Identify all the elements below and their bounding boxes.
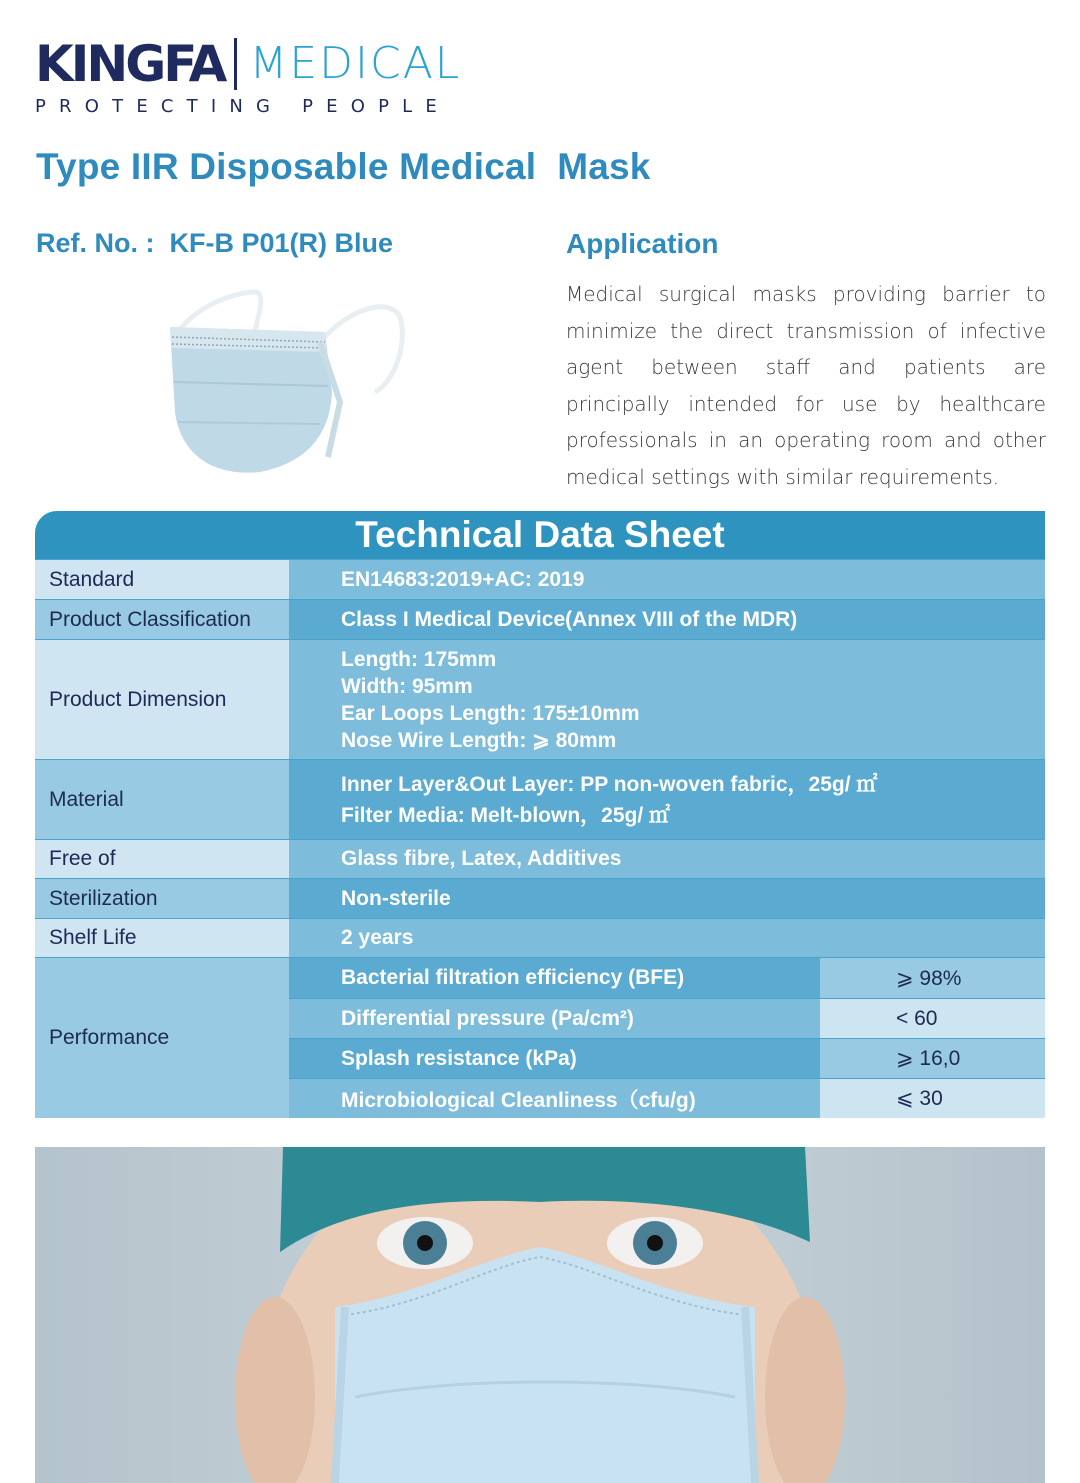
healthcare-worker-photo [35,1147,1045,1483]
row-value: Glass fibre, Latex, Additives [341,847,622,870]
row-label: Sterilization [35,879,289,918]
row-label: Product Dimension [35,640,289,759]
table-row-standard [35,559,1045,599]
row-label: Product Classification [35,600,289,639]
kingfa-medical-logo [35,36,461,117]
row-value-ear-loops: Ear Loops Length: 175±10mm [341,701,640,725]
row-label: Standard [35,560,289,599]
table-title: Technical Data Sheet [35,511,1045,559]
row-value: EN14683:2019+AC: 2019 [341,567,585,591]
performance-metric: Microbiological Cleanliness（cfu/g) [289,1079,820,1118]
row-value: Class I Medical Device(Annex VIII of the MDR) [341,607,798,631]
row-label: Material [35,760,289,839]
logo-kingfa-wordmark: KINGFA [35,35,225,93]
performance-metric: Differential pressure (Pa/cm²) [289,999,820,1038]
row-label: Performance [35,958,289,1118]
row-value-length: Length: 175mm [341,647,497,671]
performance-row-cleanliness [289,1078,1045,1118]
row-value-outer-layer: Inner Layer&Out Layer: PP non-woven fabric，25g/ ㎡ [341,772,878,796]
row-value: Non-sterile [341,886,451,910]
application-description: Medical surgical masks providing barrier to minimize the direct transmission of infective agent between staff and patients are principally intended for use by healthcare professionals in an operating room and other medical settings with similar requirements. [566,282,1046,489]
logo-medical-wordmark: MEDICAL [249,38,462,89]
logo-tagline: PROTECTING PEOPLE [35,96,450,117]
technical-data-sheet-table [35,511,1045,1118]
row-value-nose-wire: Nose Wire Length: ⩾ 80mm [341,728,617,752]
performance-value: ⩽ 30 [820,1079,1045,1118]
row-value-width: Width: 95mm [341,674,473,698]
performance-row-pressure [289,998,1045,1038]
table-row-material [35,759,1045,839]
row-label: Shelf Life [35,919,289,957]
performance-metric: Splash resistance (kPa) [289,1039,820,1078]
row-value-filter-media: Filter Media: Melt-blown，25g/ ㎡ [341,803,671,827]
performance-value: ⩾ 16,0 [820,1039,1045,1078]
table-row-dimension [35,639,1045,759]
application-heading: Application [566,228,719,259]
reference-number: Ref. No. : KF-B P01(R) Blue [36,228,394,258]
performance-row-bfe [289,958,1045,998]
table-row-performance [35,957,1045,1118]
row-label: Free of [35,840,289,878]
table-row-free-of [35,839,1045,878]
performance-metric: Bacterial filtration efficiency (BFE) [289,958,820,998]
table-row-sterilization [35,878,1045,918]
table-row-classification [35,599,1045,639]
performance-value: ⩾ 98% [820,958,1045,998]
performance-value: < 60 [820,999,1045,1038]
table-row-shelf-life [35,918,1045,957]
surgical-mask-image [160,282,410,477]
row-value: 2 years [341,926,414,949]
logo-divider [234,38,237,90]
product-title: Type IIR Disposable Medical Mask [36,146,651,187]
performance-row-splash [289,1038,1045,1078]
